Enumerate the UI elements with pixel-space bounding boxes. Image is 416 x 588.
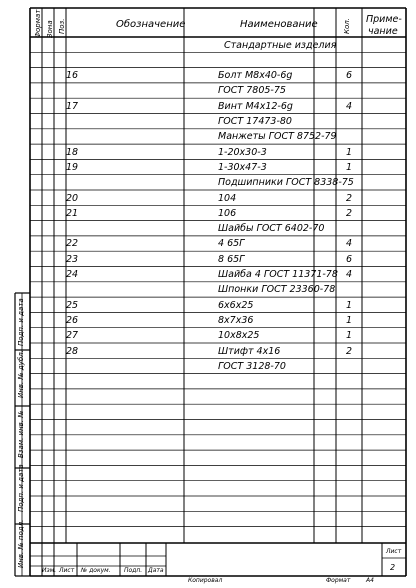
row-qty: 1 (346, 330, 353, 342)
row-pos: 27 (66, 330, 79, 342)
row-qty: 1 (346, 314, 353, 326)
row-name: 1-30x47-3 (218, 161, 267, 173)
header-note-2: чание (368, 26, 398, 37)
header-designation: Обозначение (116, 19, 186, 30)
row-pos: 20 (66, 192, 79, 204)
row-name: ГОСТ 7805-75 (218, 85, 286, 97)
title-doc-no: № докум. (81, 567, 111, 574)
row-name: 8x7x36 (218, 314, 254, 326)
row-pos: 21 (66, 207, 79, 219)
footer-format-label: Формат (326, 577, 351, 584)
row-name: ГОСТ 17473-80 (218, 116, 292, 127)
row-name: Стандартные изделия (224, 39, 337, 51)
footer-copied: Копировал (188, 577, 223, 584)
row-pos: 26 (66, 314, 79, 326)
header-zone: Зона (46, 20, 54, 38)
row-name: Манжеты ГОСТ 8752-79 (218, 131, 337, 143)
row-qty: 2 (346, 192, 353, 204)
row-name: 106 (218, 207, 237, 219)
row-qty: 1 (346, 146, 353, 158)
margin-inv-podl: Инв. № подл. (17, 519, 25, 568)
row-name: Подшипники ГОСТ 8338-75 (218, 177, 354, 189)
row-name: 1-20x30-3 (218, 146, 267, 158)
row-qty: 6 (346, 70, 353, 82)
header-note-1: Приме- (366, 14, 402, 25)
row-name: Винт M4x12-6g (218, 100, 293, 112)
row-name: 6x6x25 (218, 299, 254, 311)
footer-format-value: A4 (366, 577, 374, 584)
row-pos: 17 (66, 100, 79, 112)
row-name: Штифт 4x16 (218, 345, 281, 357)
row-name: Шайбы ГОСТ 6402-70 (218, 223, 325, 235)
row-qty: 1 (346, 299, 353, 311)
row-name: 4 65Г (218, 238, 245, 250)
title-sheet-number: 2 (390, 563, 396, 572)
row-qty: 4 (346, 269, 353, 280)
row-pos: 23 (66, 253, 79, 265)
margin-inv-dubl: Инв. № дубл. (17, 350, 25, 398)
row-pos: 18 (66, 146, 79, 158)
row-name: ГОСТ 3128-70 (218, 360, 286, 372)
row-name: Шпонки ГОСТ 23360-78 (218, 284, 336, 296)
title-podp: Подп. (124, 567, 143, 574)
row-pos: 16 (66, 70, 79, 82)
row-pos: 24 (66, 269, 79, 280)
title-sheet-label: Лист (386, 548, 402, 555)
row-qty: 2 (346, 345, 353, 357)
title-data: Дата (148, 567, 164, 574)
row-qty: 6 (346, 253, 353, 265)
row-pos: 22 (66, 238, 79, 250)
row-name: Болт M8x40-6g (218, 70, 293, 82)
margin-vzam-inv: Взам. инв. № (17, 410, 25, 458)
row-pos: 19 (66, 161, 79, 173)
title-izm: Изм. (42, 567, 57, 574)
row-name: 8 65Г (218, 253, 245, 265)
row-name: Шайба 4 ГОСТ 11371-78 (218, 269, 338, 280)
row-pos: 25 (66, 299, 79, 311)
header-name: Наименование (240, 19, 318, 30)
row-qty: 4 (346, 238, 353, 250)
row-name: 104 (218, 192, 237, 204)
row-name: 10x8x25 (218, 330, 260, 342)
header-pos: Поз. (58, 18, 66, 34)
row-qty: 4 (346, 100, 353, 112)
header-qty: Кол. (343, 18, 351, 34)
header-format: Формат (34, 9, 42, 38)
title-list: Лист (59, 567, 75, 574)
row-qty: 1 (346, 161, 353, 173)
margin-sign-date-top: Подп. и дата (17, 298, 25, 346)
row-pos: 28 (66, 345, 79, 357)
margin-sign-date-bottom: Подп. и дата (17, 464, 25, 512)
row-qty: 2 (346, 207, 353, 219)
